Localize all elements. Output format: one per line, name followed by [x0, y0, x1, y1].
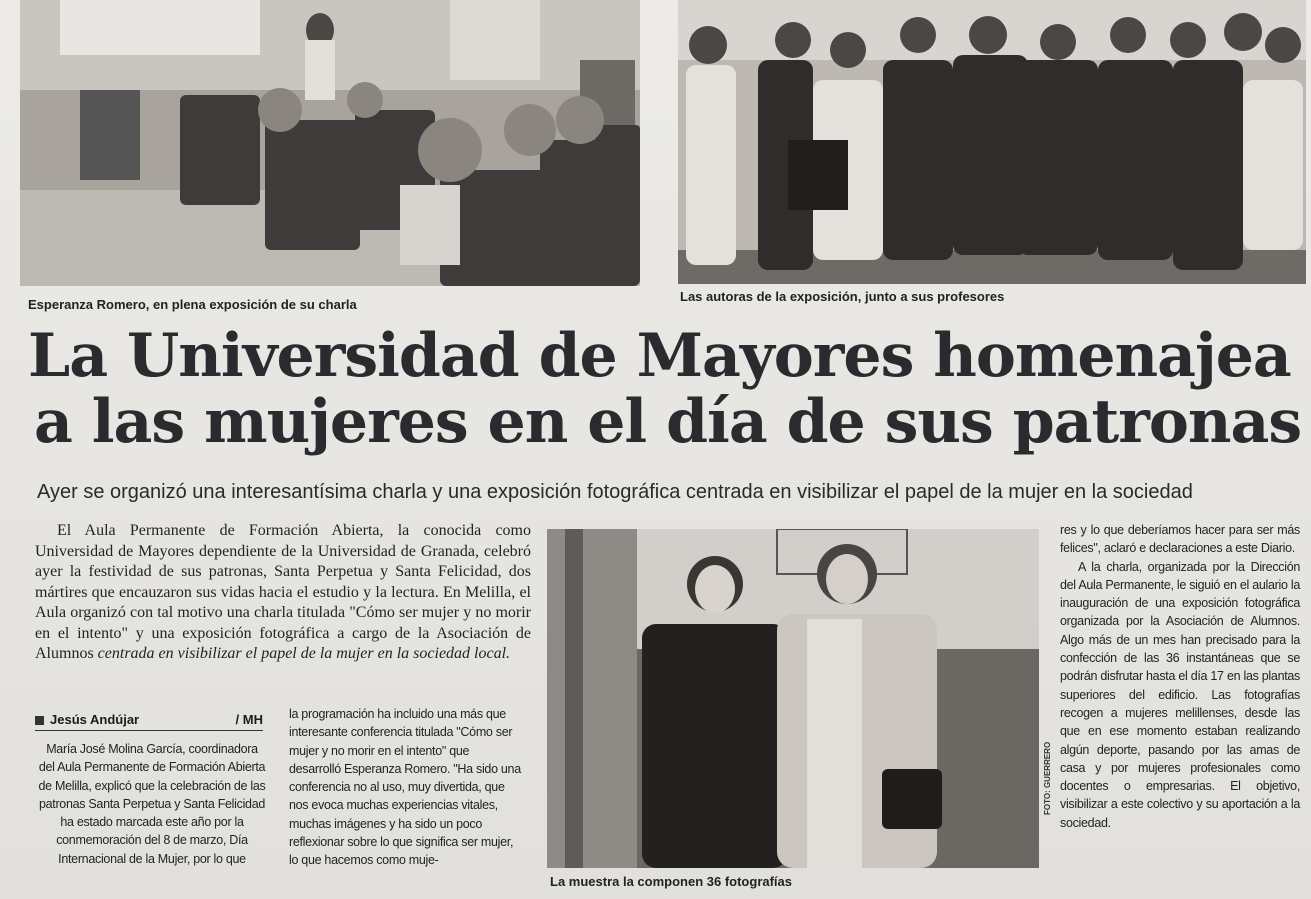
body-column-3-paragraph-2: A la charla, organizada por la Dirección del Aula Permanente, le siguió en el aulario la inauguración de una exposición fotográfica organizada por la Asociación de Alumnos. Algo más de un mes han precisado para la confección de las 36 instantáneas que se podrán disfrutar hasta el día 17 en las plantas superiores del edificio. Las fotografías recogen a mujeres melillenses, desde las que en ese momento estaban realizando algún deporte, pasando por las amas de casa y por mujeres profesionales como docentes o empresarias. El objetivo, visibilizar a este colectivo y su aportación a la sociedad.: [1060, 559, 1300, 830]
byline: [35, 712, 263, 731]
photo-talk-image: [20, 0, 640, 286]
byline-outlet: / MH: [235, 712, 263, 727]
photo-credit: FOTO: GUERRERO: [1043, 741, 1052, 815]
photo-talk: [20, 0, 640, 286]
byline-author: Jesús Andújar: [50, 712, 140, 727]
body-column-1: María José Molina García, coordinadora del Aula Permanente de Formación Abierta de Melilla, explicó que la celebración de las patronas Santa Perpetua y Santa Felicidad ha estado marcada este año por la conmemoración del 8 de marzo, Día Internacional de la Mujer, por lo que: [38, 742, 266, 866]
body-column-3: [1060, 521, 1300, 832]
caption-group: Las autoras de la exposición, junto a sus profesores: [680, 289, 1005, 304]
byline-square-icon: [35, 716, 44, 725]
lead-text-italic: centrada en visibilizar el papel de la mujer en la sociedad local.: [97, 645, 511, 662]
lead-text: El Aula Permanente de Formación Abierta, la conocida como Universidad de Mayores dependiente de la Universidad de Granada, celebró ayer la festividad de sus patronas, Santa Perpetua y Santa Felicidad, dos mártires que encauzaron sus vidas hacia el estudio y la lectura. En Melilla, el Aula organizó con tal motivo una charla titulada "Cómo ser mujer y no morir en el intento" y una exposición fotográfica a cargo de la Asociación de Alumnos: [35, 522, 531, 662]
headline-line-1: La Universidad de Mayores homenajea: [28, 321, 1291, 391]
photo-duo: [547, 529, 1039, 868]
photo-duo-image: [547, 529, 1039, 868]
caption-duo: La muestra la componen 36 fotografías: [550, 874, 793, 889]
body-column-2: la programación ha incluido una más que interesante conferencia titulada "Cómo ser mujer y no morir en el intento" que desarrolló Esperanza Romero. "Ha sido una conferencia no al uso, muy divertida, que nos evoca muchas experiencias vitales, muchas imágenes y ha sido un poco reflexionar sobre lo que significa ser mujer, lo que hacemos como muje-: [289, 707, 521, 868]
headline-line-2: a las mujeres en el día de sus patronas: [34, 387, 1302, 457]
subtitle: Ayer se organizó una interesantísima charla y una exposición fotográfica centrada en visibilizar el papel de la mujer en la sociedad: [37, 481, 1193, 503]
body-column-3-paragraph-1: res y lo que deberíamos hacer para ser más felices", aclaró e declaraciones a este Diario.: [1060, 523, 1300, 556]
photo-group: [678, 0, 1306, 284]
caption-talk: Esperanza Romero, en plena exposición de su charla: [28, 297, 357, 312]
photo-group-image: [678, 0, 1306, 284]
lead-paragraph: [35, 521, 531, 665]
